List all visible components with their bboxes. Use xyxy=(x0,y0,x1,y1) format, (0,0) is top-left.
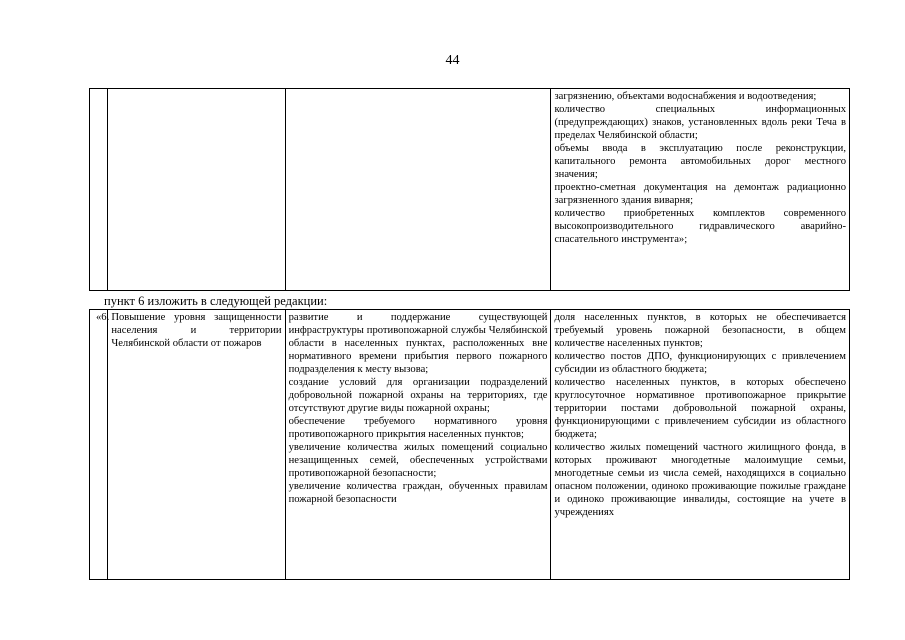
indicators-cell xyxy=(551,89,850,291)
indicator-item: загрязнению, объектами водоснабжения и водоотведения; xyxy=(554,91,817,102)
indicator-item: количество приобретенных комплектов современного высокопроизводительного гидравлического аварийно-спасательного инструмента»; xyxy=(554,208,846,245)
measure-item: развитие и поддержание существующей инфраструктуры противопожарной службы Челябинской области в населенных пунктах, расположенных вне нормативного времени прибытия первого пожарного подразделения к месту вызова; xyxy=(288,312,548,375)
indicator-item: количество жилых помещений частного жилищного фонда, в которых проживают многодетные малоимущие семьи, многодетные семьи из числа семей, находящихся в социально опасном положении, одиноко проживающие пожилые граждане и одиноко проживающие инвалиды, состоящие на учете в учреждениях xyxy=(554,442,846,518)
indicator-item: количество специальных информационных (предупреждающих) знаков, установленных вдоль реки Теча в пределах Челябинской области; xyxy=(554,104,846,141)
row-number: «6. xyxy=(90,310,108,580)
amendment-intro: пункт 6 изложить в следующей редакции: xyxy=(104,294,328,308)
indicator-item: проектно-сметная документация на демонтаж радиационно загрязненного здания виварня; xyxy=(554,182,846,206)
indicator-item: доля населенных пунктов, в которых не обеспечивается требуемый уровень пожарной безопасности, в общем количестве населенных пунктов; xyxy=(554,312,846,349)
empty-cell xyxy=(108,89,285,291)
indicator-item: количество населенных пунктов, в которых обеспечено круглосуточное нормативное противопожарное прикрытие территории постами добровольной пожарной охраны, функционирующими с привлечением субсидии из областного бюджета; xyxy=(554,377,846,440)
section-6-table xyxy=(89,309,850,580)
measure-item: создание условий для организации подразделений добровольной пожарной охраны на территориях, где отсутствуют другие виды пожарной охраны; xyxy=(288,377,548,414)
top-table-fragment xyxy=(89,88,850,291)
measure-item: увеличение количества жилых помещений социально незащищенных семей, обеспеченных устройствами противопожарной безопасности; xyxy=(288,442,548,479)
measure-item: увеличение количества граждан, обученных правилам пожарной безопасности xyxy=(288,481,548,505)
indicators-cell xyxy=(551,310,850,580)
empty-cell xyxy=(90,89,108,291)
empty-cell xyxy=(285,89,551,291)
task-cell xyxy=(108,310,285,580)
measures-cell xyxy=(285,310,551,580)
page-number: 44 xyxy=(445,53,460,68)
indicator-item: объемы ввода в эксплуатацию после реконструкции, капитального ремонта автомобильных дорог местного значения; xyxy=(554,143,846,180)
task-text: Повышение уровня защищенности населения и территории Челябинской области от пожаров xyxy=(111,312,282,349)
measure-item: обеспечение требуемого нормативного уровня противопожарного прикрытия населенных пунктов; xyxy=(288,416,548,440)
indicator-item: количество постов ДПО, функционирующих с привлечением субсидии из областного бюджета; xyxy=(554,351,846,375)
